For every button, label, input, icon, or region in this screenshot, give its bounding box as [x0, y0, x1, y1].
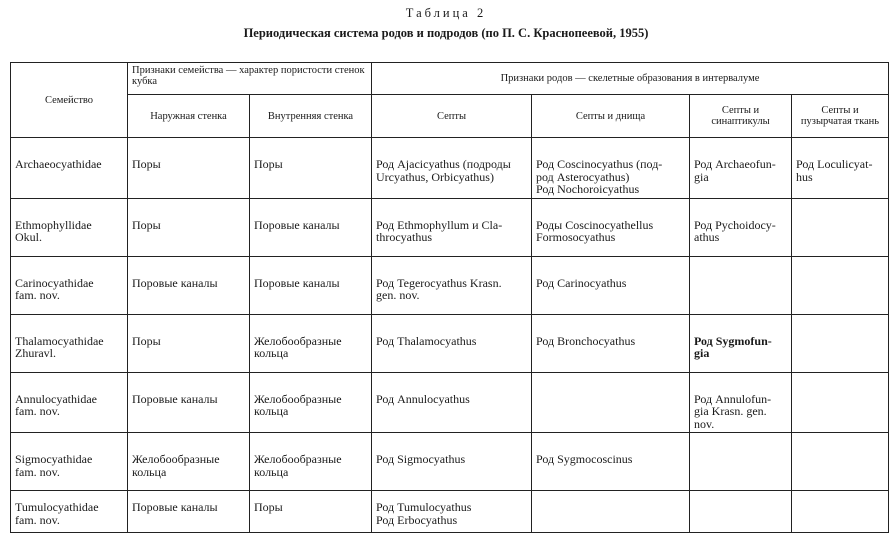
cell-text-line: Поровые каналы — [132, 391, 218, 406]
cell-text-line: gia — [694, 169, 709, 184]
cell-text-line: Род Sygmofun- — [694, 333, 772, 348]
cell-text-line: Роды Coscinocyathellus — [536, 217, 654, 232]
cell-text-line: Поры — [132, 157, 161, 171]
family-cell — [11, 138, 128, 199]
cell-text-line: кольца — [132, 464, 167, 479]
inner-wall-cell — [250, 138, 372, 199]
cell-text-line: Archaeocyathidae — [15, 157, 102, 171]
septa-cell — [372, 138, 532, 199]
inner-wall-cell — [250, 372, 372, 433]
cell-text-line: Поры — [254, 500, 283, 514]
family-cell — [11, 198, 128, 256]
septa-synapticula-cell — [690, 372, 792, 433]
septa-vesicular-cell — [792, 198, 889, 256]
outer-wall-cell — [128, 433, 250, 491]
cell-text-line: Род Sygmocoscinus — [536, 452, 633, 466]
table-row — [11, 256, 889, 314]
cell-text-line: Zhuravl. — [15, 346, 56, 360]
inner-wall-cell — [250, 314, 372, 372]
cell-text-line: Род Nochoroicyathus — [536, 182, 640, 196]
header-outer-wall: Наружная стенка — [128, 95, 250, 138]
cell-text-line: gia — [694, 346, 710, 360]
septa-synapticula-cell — [690, 491, 792, 533]
inner-wall-cell — [250, 256, 372, 314]
cell-text-line: Род Erbocyathus — [376, 512, 458, 527]
cell-text-line: fam. nov. — [15, 512, 60, 527]
cell-text-line: Желобообразные — [254, 391, 342, 406]
septa-vesicular-cell — [792, 314, 889, 372]
cell-text-line: Annulocyathidae — [15, 391, 97, 406]
table-caption: Таблица 2 — [405, 6, 487, 20]
septa-cell — [372, 256, 532, 314]
septa-synapticula-cell — [690, 433, 792, 491]
outer-wall-cell — [128, 198, 250, 256]
cell-text-line: Urcyathus, Orbicyathus) — [376, 169, 494, 184]
cell-text-line: Поры — [132, 333, 161, 348]
septa-vesicular-cell — [792, 372, 889, 433]
cell-text-line: Поровые каналы — [132, 275, 218, 290]
table-row — [11, 314, 889, 372]
cell-text-line: Поры — [132, 217, 161, 232]
cell-text-line: Желобообразные — [132, 452, 220, 466]
cell-text-line: Род Carinocyathus — [536, 275, 627, 290]
outer-wall-cell — [128, 138, 250, 199]
cell-text-line: fam. nov. — [15, 404, 60, 418]
septa-cell — [372, 314, 532, 372]
cell-text-line: Okul. — [15, 230, 42, 244]
header-septa-synapticula: Септы и синаптикулы — [690, 95, 792, 138]
septa-bottoms-cell — [532, 314, 690, 372]
table-row — [11, 491, 889, 533]
cell-text-line: Род Annulocyathus — [376, 391, 470, 406]
inner-wall-cell — [250, 198, 372, 256]
cell-text-line: Род Bronchocyathus — [536, 333, 636, 348]
header-septa-vesicular: Септы и пузырчатая ткань — [792, 95, 889, 138]
header-genus-traits: Признаки родов — скелетные образования в интервалуме — [372, 63, 889, 95]
septa-vesicular-cell — [792, 256, 889, 314]
cell-text-line: Ethmophyllidae — [15, 217, 92, 232]
cell-text-line: Желобообразные — [254, 333, 342, 348]
outer-wall-cell — [128, 372, 250, 433]
cell-text-line: Carinocyathidae — [15, 275, 94, 290]
septa-vesicular-cell — [792, 491, 889, 533]
family-cell — [11, 314, 128, 372]
cell-text-line: Поровые каналы — [254, 275, 340, 290]
cell-text-line: Thalamocyathidae — [15, 333, 104, 348]
septa-bottoms-cell — [532, 256, 690, 314]
cell-text-line: hus — [796, 169, 813, 184]
septa-cell — [372, 198, 532, 256]
septa-bottoms-cell — [532, 433, 690, 491]
cell-text-line: Род Archaeofun- — [694, 157, 776, 171]
cell-text-line: Род Pychoidocy- — [694, 217, 776, 232]
septa-cell — [372, 491, 532, 533]
table-row — [11, 372, 889, 433]
table-title: Периодическая система родов и подродов (по П. С. Краснопеевой, 1955) — [243, 26, 649, 40]
cell-text-line: Tumulocyathidae — [15, 500, 99, 514]
outer-wall-cell — [128, 314, 250, 372]
cell-text-line: Поровые каналы — [254, 217, 340, 232]
family-cell — [11, 256, 128, 314]
septa-bottoms-cell — [532, 138, 690, 199]
header-septa-bottoms: Септы и днища — [532, 95, 690, 138]
table-row — [11, 198, 889, 256]
table-body — [11, 138, 889, 533]
cell-text-line: кольца — [254, 404, 289, 418]
septa-bottoms-cell — [532, 198, 690, 256]
cell-text-line: gen. nov. — [376, 288, 420, 302]
genera-table — [10, 62, 889, 533]
cell-text-line: Род Tegerocyathus Krasn. — [376, 275, 502, 290]
cell-text-line: Род Ajacicyathus (подроды — [376, 157, 511, 171]
cell-text-line: Желобообразные — [254, 452, 342, 466]
cell-text-line: Род Coscinocyathus (под- — [536, 157, 663, 171]
inner-wall-cell — [250, 491, 372, 533]
cell-text-line: athus — [694, 230, 720, 244]
septa-bottoms-cell — [532, 491, 690, 533]
septa-bottoms-cell — [532, 372, 690, 433]
cell-text-line: nov. — [694, 416, 715, 431]
cell-text-line: род Asterocyathus) — [536, 169, 630, 184]
cell-text-line: Sigmocyathidae — [15, 452, 93, 466]
outer-wall-cell — [128, 256, 250, 314]
cell-text-line: Род Loculicyat- — [796, 157, 873, 171]
septa-synapticula-cell — [690, 256, 792, 314]
septa-synapticula-cell — [690, 138, 792, 199]
cell-text-line: throcyathus — [376, 230, 432, 244]
cell-text-line: Род Ethmophyllum и Cla- — [376, 217, 503, 232]
cell-text-line: Formosocyathus — [536, 230, 616, 244]
septa-vesicular-cell — [792, 138, 889, 199]
cell-text-line: кольца — [254, 346, 289, 360]
cell-text-line: fam. nov. — [15, 464, 60, 479]
header-inner-wall: Внутренняя стенка — [250, 95, 372, 138]
family-cell — [11, 491, 128, 533]
header-family: Семейство — [11, 63, 128, 138]
inner-wall-cell — [250, 433, 372, 491]
septa-vesicular-cell — [792, 433, 889, 491]
septa-synapticula-cell — [690, 198, 792, 256]
outer-wall-cell — [128, 491, 250, 533]
cell-text-line: Род Thalamocyathus — [376, 333, 477, 348]
cell-text-line: Род Annulofun- — [694, 391, 772, 406]
table-row — [11, 138, 889, 199]
septa-cell — [372, 372, 532, 433]
septa-cell — [372, 433, 532, 491]
septa-synapticula-cell — [690, 314, 792, 372]
cell-text-line: gia Krasn. gen. — [694, 404, 767, 418]
cell-text-line: Род Tumulocyathus — [376, 500, 472, 514]
header-septa: Септы — [372, 95, 532, 138]
family-cell — [11, 433, 128, 491]
cell-text-line: fam. nov. — [15, 288, 60, 302]
header-family-traits: Признаки семейства — характер пористости стенок кубка — [128, 63, 372, 95]
family-cell — [11, 372, 128, 433]
table-row — [11, 433, 889, 491]
cell-text-line: Род Sigmocyathus — [376, 452, 466, 466]
cell-text-line: Поровые каналы — [132, 500, 218, 514]
cell-text-line: кольца — [254, 464, 289, 479]
cell-text-line: Поры — [254, 157, 283, 171]
